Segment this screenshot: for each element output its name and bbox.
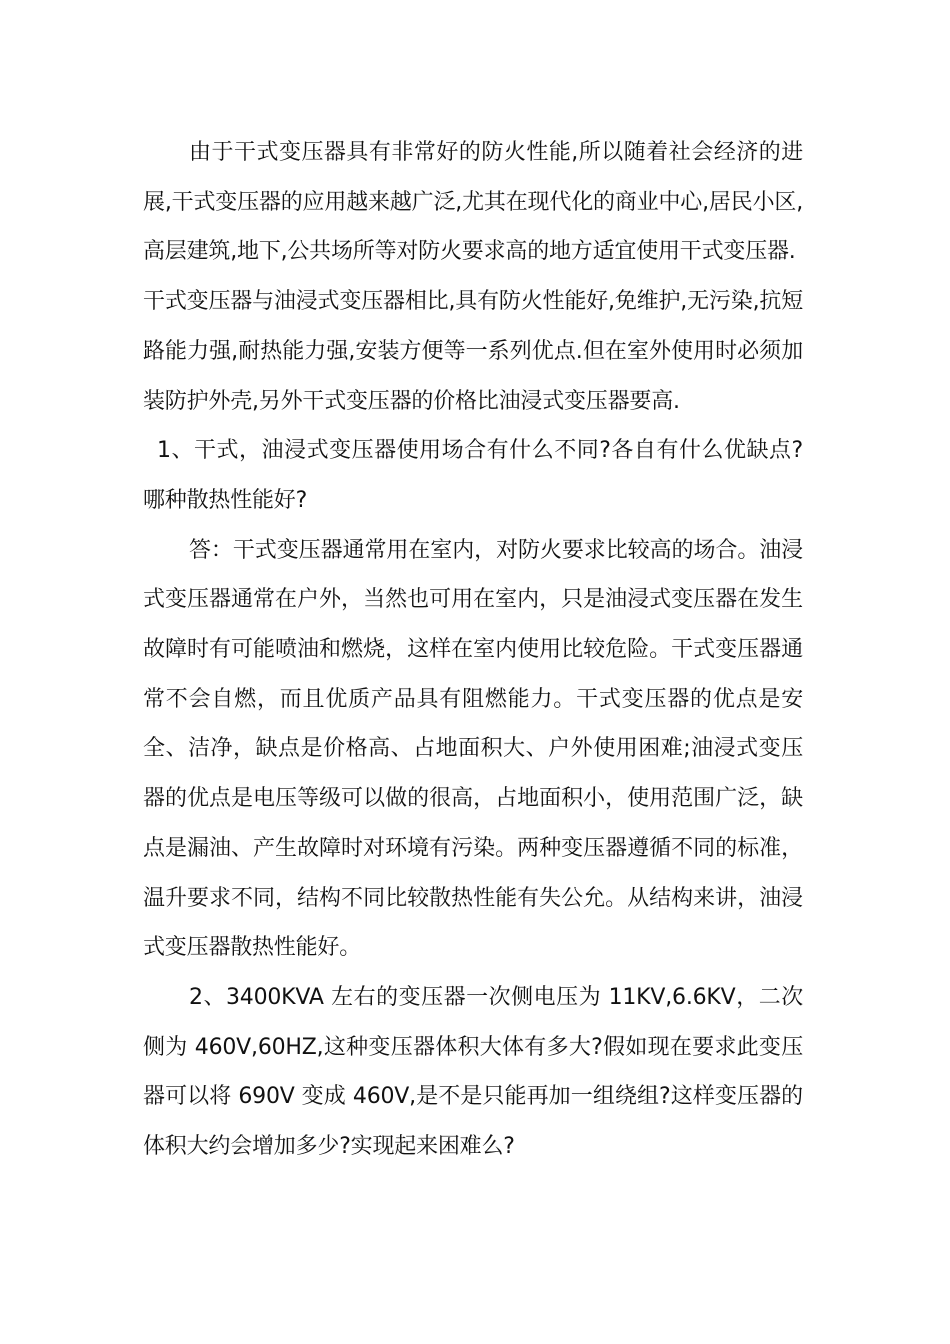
document-body xyxy=(143,128,803,1172)
paragraph-comparison: 干式变压器与油浸式变压器相比,具有防火性能好,免维护,无污染,抗短路能力强,耐热能力强,安装方便等一系列优点.但在室外使用时必须加装防护外壳,另外干式变压器的价格比油浸式变压器要高. xyxy=(143,289,803,414)
paragraph-intro: 由于干式变压器具有非常好的防火性能,所以随着社会经济的进展,干式变压器的应用越来越广泛,尤其在现代化的商业中心,居民小区,高层建筑,地下,公共场所等对防火要求高的地方适宜使用干式变压器. xyxy=(143,140,803,265)
question-1: 1、干式，油浸式变压器使用场合有什么不同?各自有什么优缺点?哪种散热性能好? xyxy=(143,438,803,513)
answer-1: 答：干式变压器通常用在室内，对防火要求比较高的场合。油浸式变压器通常在户外，当然也可用在室内，只是油浸式变压器在发生故障时有可能喷油和燃烧，这样在室内使用比较危险。干式变压器通常不会自燃，而且优质产品具有阻燃能力。干式变压器的优点是安全、洁净，缺点是价格高、占地面积大、户外使用困难;油浸式变压器的优点是电压等级可以做的很高，占地面积小，使用范围广泛，缺点是漏油、产生故障时对环境有污染。两种变压器遵循不同的标准，温升要求不同，结构不同比较散热性能有失公允。从结构来讲，油浸式变压器散热性能好。 xyxy=(143,537,803,961)
question-2: 2、3400KVA 左右的变压器一次侧电压为 11KV,6.6KV，二次侧为 460V,60HZ,这种变压器体积大体有多大?假如现在要求此变压器可以将 690V 变成 460V,是不是只能再加一组绕组?这样变压器的体积大约会增加多少?实现起来困难么? xyxy=(143,984,803,1160)
